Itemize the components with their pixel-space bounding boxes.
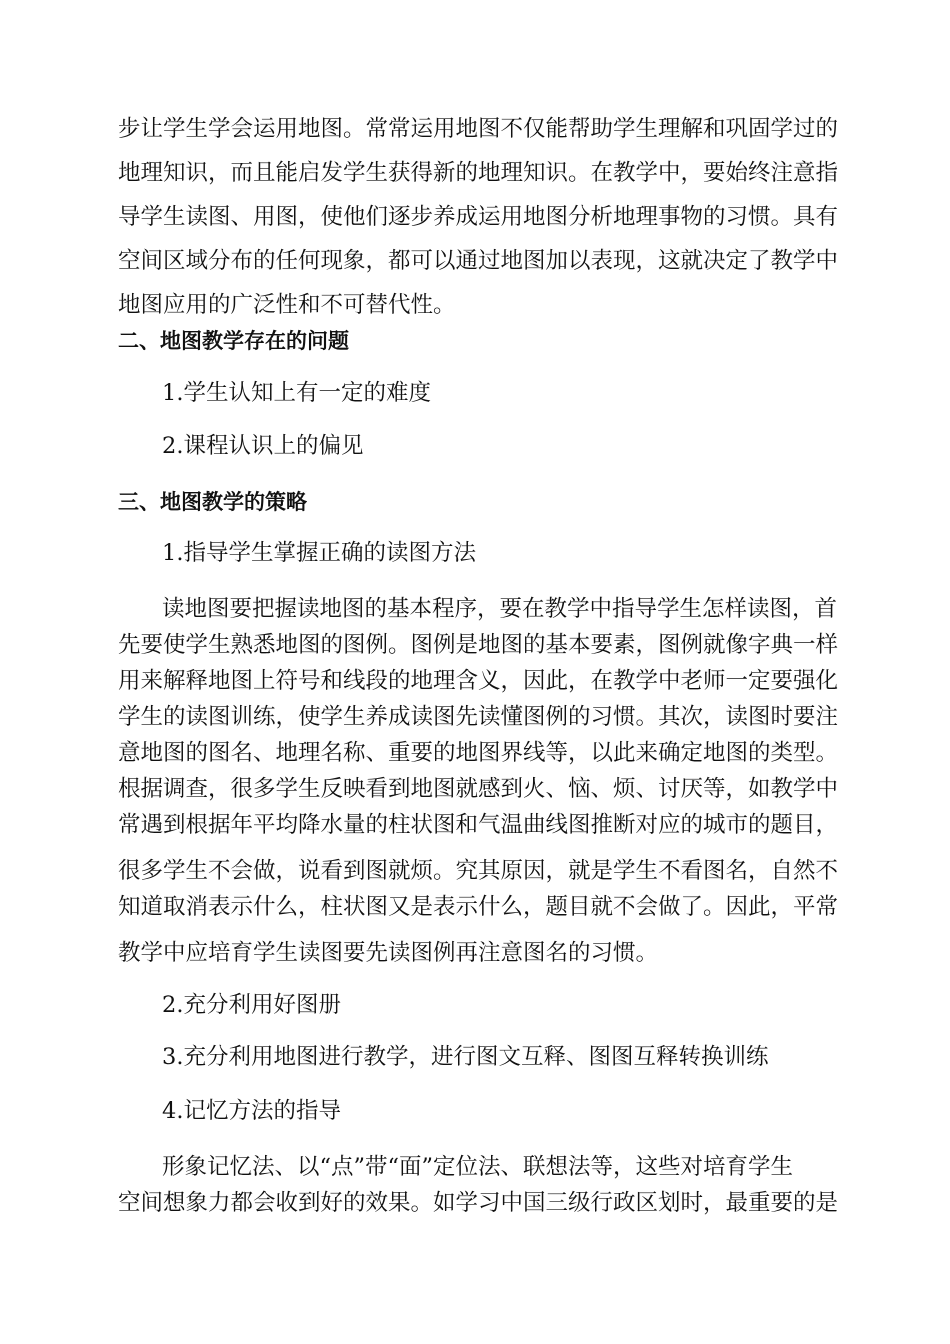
paragraph-line: 空间想象力都会收到好的效果。如学习中国三级行政区划时，最重要的是 [118,1190,838,1216]
paragraph-line: 地理知识，而且能启发学生获得新的地理知识。在教学中，要始终注意指 [118,160,838,186]
list-item: 2.课程认识上的偏见 [162,433,364,459]
paragraph-line: 读地图要把握读地图的基本程序，要在教学中指导学生怎样读图，首 [162,596,838,622]
paragraph-line: 很多学生不会做，说看到图就烦。究其原因，就是学生不看图名，自然不 [118,858,838,884]
paragraph-line: 意地图的图名、地理名称、重要的地图界线等，以此来确定地图的类型。 [118,740,838,766]
list-item: 2.充分利用好图册 [162,992,341,1018]
paragraph-line: 空间区域分布的任何现象，都可以通过地图加以表现，这就决定了教学中 [118,248,838,274]
list-item: 3.充分利用地图进行教学，进行图文互释、图图互释转换训练 [162,1044,769,1070]
paragraph-line: 学生的读图训练，使学生养成读图先读懂图例的习惯。其次，读图时要注 [118,704,838,730]
section-heading-2: 二、地图教学存在的问题 [118,329,349,353]
section-heading-3: 三、地图教学的策略 [118,490,307,514]
list-item: 1.学生认知上有一定的难度 [162,380,431,406]
list-item: 1.指导学生掌握正确的读图方法 [162,540,476,566]
paragraph-line: 形象记忆法、以“点”带“面”定位法、联想法等，这些对培育学生 [162,1154,794,1180]
paragraph-line: 用来解释地图上符号和线段的地理含义，因此，在教学中老师一定要强化 [118,668,838,694]
paragraph-line: 根据调查，很多学生反映看到地图就感到火、恼、烦、讨厌等，如教学中 [118,776,838,802]
paragraph-line: 导学生读图、用图，使他们逐步养成运用地图分析地理事物的习惯。具有 [118,204,838,230]
paragraph-line: 地图应用的广泛性和不可替代性。 [118,292,456,318]
list-item: 4.记忆方法的指导 [162,1098,341,1124]
paragraph-line: 常遇到根据年平均降水量的柱状图和气温曲线图推断对应的城市的题目， [118,812,838,838]
paragraph-line: 先要使学生熟悉地图的图例。图例是地图的基本要素，图例就像字典一样 [118,632,838,658]
paragraph-line: 知道取消表示什么，柱状图又是表示什么，题目就不会做了。因此，平常 [118,894,838,920]
paragraph-line: 步让学生学会运用地图。常常运用地图不仅能帮助学生理解和巩固学过的 [118,116,838,142]
paragraph-line: 教学中应培育学生读图要先读图例再注意图名的习惯。 [118,940,659,966]
